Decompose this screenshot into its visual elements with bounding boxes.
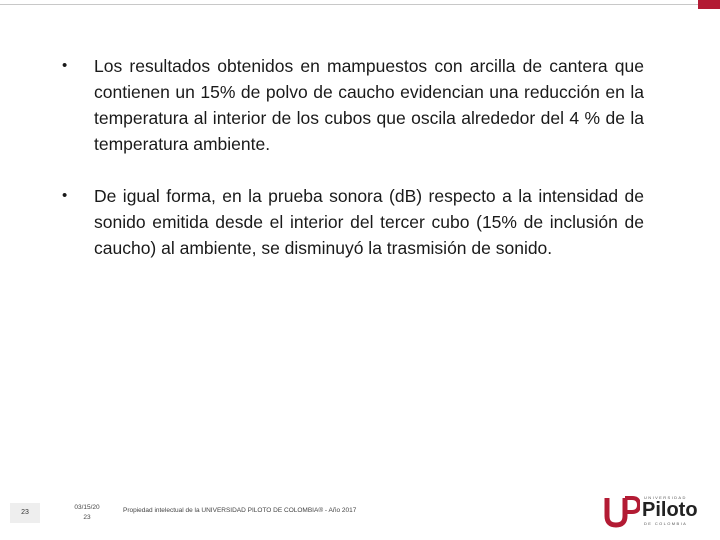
bullet-dot-icon: • — [62, 187, 68, 204]
logo-top-text: UNIVERSIDAD — [644, 495, 687, 500]
footer-date — [62, 503, 112, 523]
bullet-text: Los resultados obtenidos en mampuestos con arcilla de cantera que contienen un 15% de polvo de caucho evidencian una reducción en la temperatura al interior de los cubos que oscila alrededor del 4 % de la temperatura ambiente. — [94, 56, 644, 154]
footer-copyright: Propiedad intelectual de la UNIVERSIDAD PILOTO DE COLOMBIA® - Año 2017 — [123, 507, 357, 514]
bullet-list — [60, 53, 644, 287]
slide-number: 23 — [10, 503, 40, 523]
logo-bottom-text: DE COLOMBIA — [644, 521, 688, 526]
logo-mark-icon — [604, 494, 640, 528]
bullet-text: De igual forma, en la prueba sonora (dB) respecto a la intensidad de sonido emitida desde el interior del tercer cubo (15% de inclusión de caucho) al ambiente, se disminuyó la trasmisión de sonido. — [94, 186, 644, 258]
footer-date-line: 03/15/20 — [74, 504, 100, 511]
logo-name: Piloto — [642, 499, 698, 521]
university-logo — [604, 490, 704, 532]
header-rule — [0, 4, 698, 5]
bullet-dot-icon: • — [62, 57, 68, 74]
bullet-item — [60, 183, 644, 261]
footer-date-line: 23 — [83, 514, 91, 521]
header-accent-bar — [698, 0, 720, 9]
bullet-item — [60, 53, 644, 157]
